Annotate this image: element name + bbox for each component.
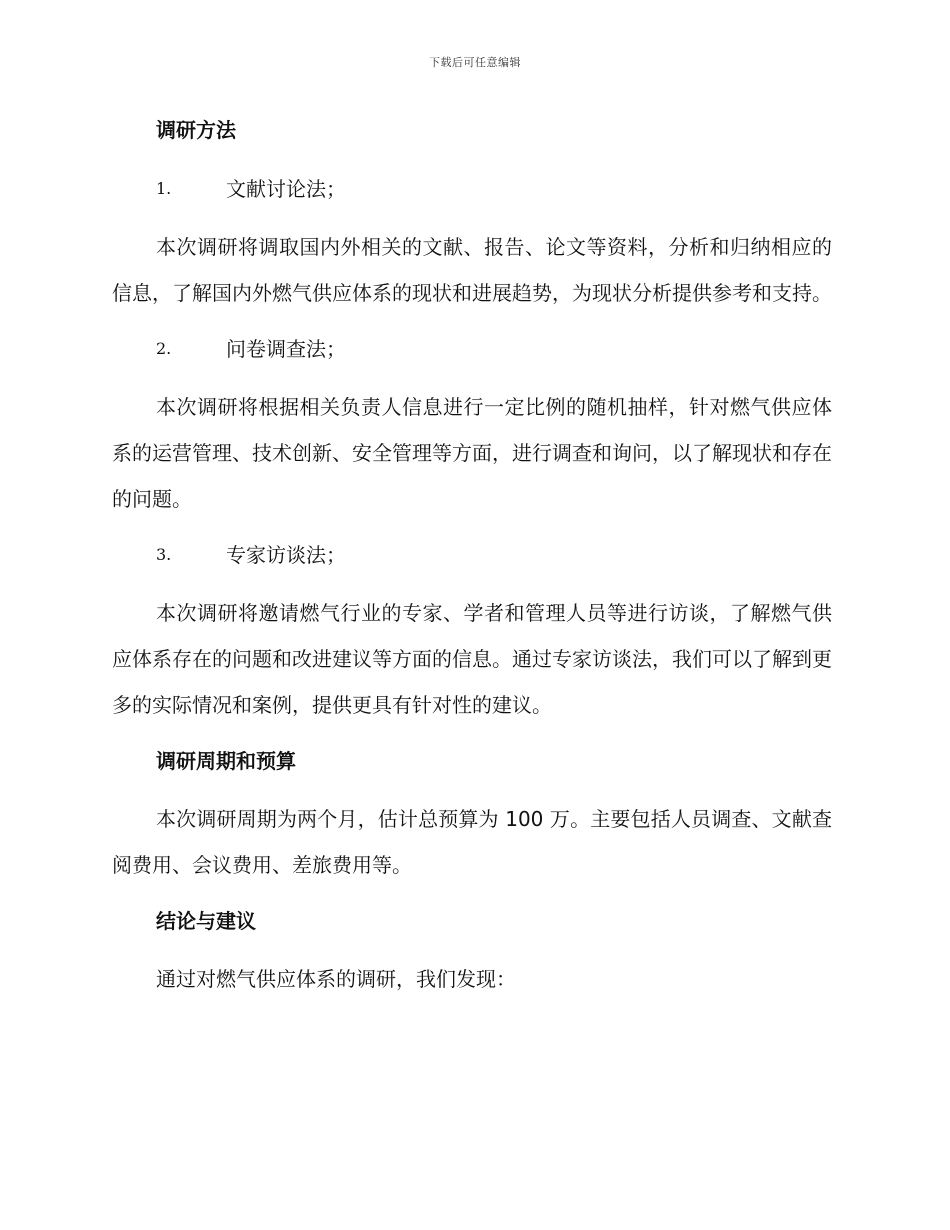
list-number: 3. [156,545,172,564]
list-number: 1. [156,179,172,198]
list-label: 问卷调查法； [226,337,346,361]
section-heading-budget: 调研周期和预算 [156,749,296,773]
paragraph-survey: 本次调研将根据相关负责人信息进行一定比例的随机抽样，针对燃气供应体系的运营管理、技术创新、安全管理等方面，进行调查和询问，以了解现状和存在的问题。 [112,395,832,511]
list-number: 2. [156,339,172,358]
list-item-2 [156,334,832,364]
header-note: 下载后可任意编辑 [429,56,521,69]
paragraph-budget: 本次调研周期为两个月，估计总预算为 100 万。主要包括人员调查、文献查阅费用、会议费用、差旅费用等。 [112,807,832,877]
list-item-1 [156,174,832,204]
list-label: 专家访谈法； [226,543,346,567]
paragraph-conclusion: 通过对燃气供应体系的调研，我们发现： [156,967,516,991]
list-item-3 [156,540,832,570]
paragraph-literature: 本次调研将调取国内外相关的文献、报告、论文等资料，分析和归纳相应的信息，了解国内外燃气供应体系的现状和进展趋势，为现状分析提供参考和支持。 [112,235,832,305]
section-heading-methods: 调研方法 [156,118,236,142]
section-heading-conclusion: 结论与建议 [156,909,256,933]
paragraph-interview: 本次调研将邀请燃气行业的专家、学者和管理人员等进行访谈，了解燃气供应体系存在的问题和改进建议等方面的信息。通过专家访谈法，我们可以了解到更多的实际情况和案例，提供更具有针对性的建议。 [112,601,832,717]
list-label: 文献讨论法； [226,177,346,201]
document-body [112,110,832,994]
